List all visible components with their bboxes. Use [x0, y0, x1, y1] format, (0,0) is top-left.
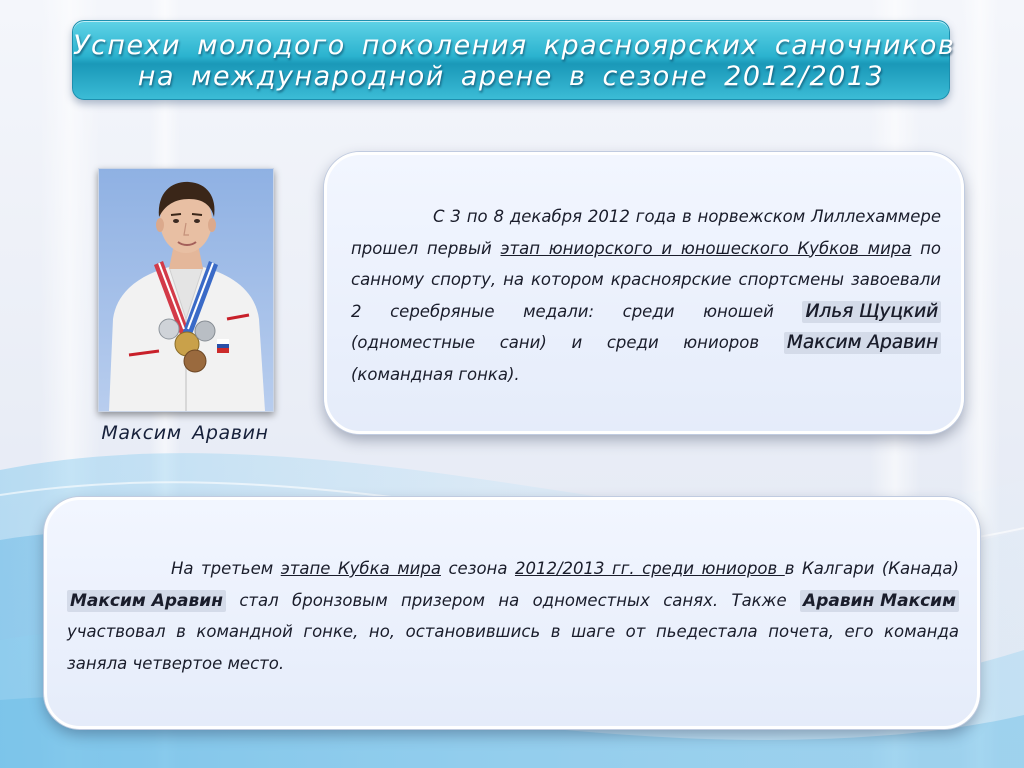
card-2-text-3: в Калгари (Канада): [784, 559, 959, 578]
athlete-name-highlight: Илья Щуцкий: [802, 301, 941, 323]
info-card-lillehammer: [324, 152, 964, 434]
athlete-name-highlight: Максим Аравин: [784, 332, 941, 354]
athlete-portrait-image: [99, 169, 273, 411]
card-1-paragraph: [351, 201, 941, 390]
title-line-2: на международной арене в сезоне 2012/2013: [137, 61, 885, 92]
athlete-name-highlight: Максим Аравин: [67, 590, 226, 612]
card-1-text-1: С 3 по 8 декабря 2012 года в норвежском Лиллехаммере прошел первый: [351, 207, 941, 258]
card-2-text-2: сезона: [440, 559, 515, 578]
card-2-text-4: стал бронзовым призером на одноместных санях. Также: [225, 590, 801, 610]
title-line-1: Успехи молодого поколения красноярских саночников: [73, 30, 956, 61]
card-2-underlined-season: 2012/2013 гг. среди юниоров: [514, 559, 785, 578]
athlete-photo: [98, 168, 274, 412]
card-2-text-1: На третьем: [171, 559, 281, 578]
card-1-text-2: по санному спорту, на котором красноярские спортсмены завоевали 2 серебряные медали: среди юношей: [351, 238, 941, 321]
card-2-paragraph: [67, 553, 959, 679]
card-2-text-5: участвовал в командной гонке, но, остановившись в шаге от пьедестала почета, его команда заняла четвертое место.: [67, 622, 959, 673]
card-1-text-3: (одноместные сани) и среди юниоров: [351, 333, 784, 352]
athlete-name-highlight: Аравин Максим: [800, 590, 959, 612]
athlete-caption: Максим Аравин: [101, 422, 269, 444]
slide-title: [72, 20, 956, 100]
card-2-underlined-stage: этапе Кубка мира: [280, 559, 441, 578]
card-1-underlined-stage: этап юниорского и юношеского Кубков мира: [500, 238, 912, 258]
card-1-text-4: (командная гонка).: [351, 364, 520, 384]
info-card-calgary: [44, 497, 980, 729]
